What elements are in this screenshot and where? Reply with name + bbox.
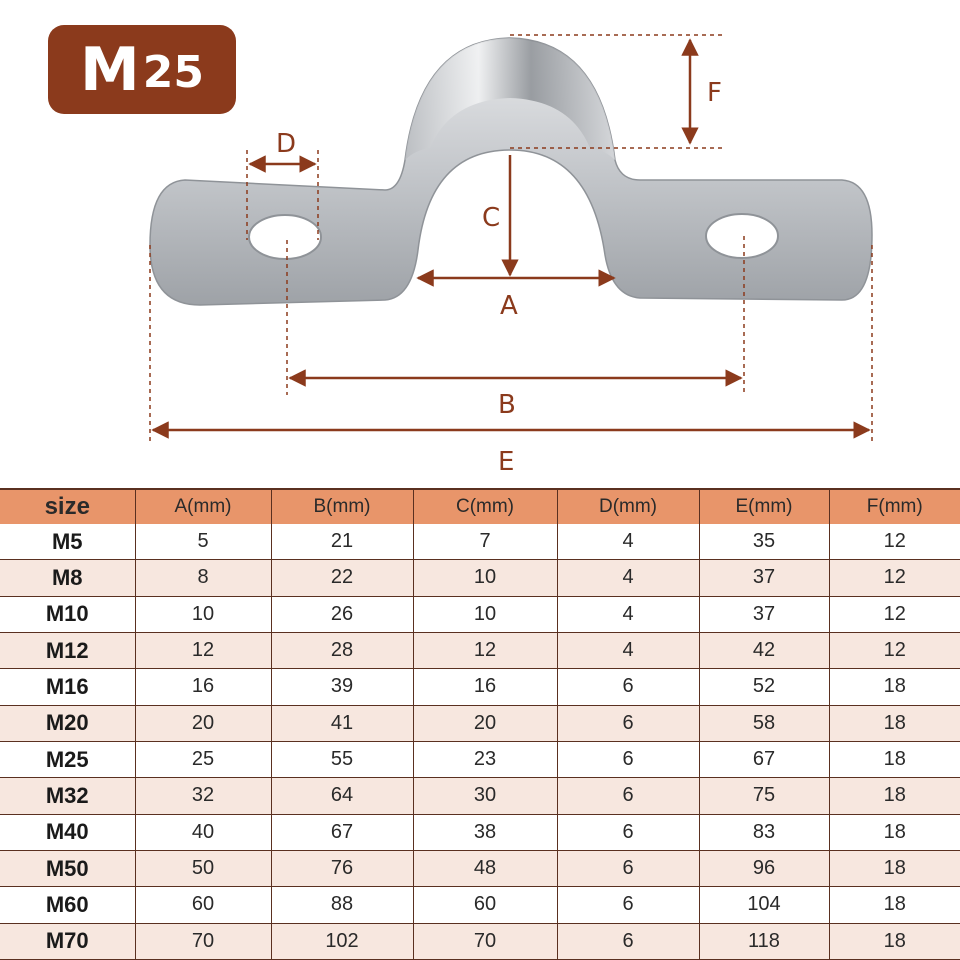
value-cell: 20 — [413, 705, 557, 741]
size-cell: M8 — [0, 560, 135, 596]
value-cell: 42 — [699, 632, 829, 668]
value-cell: 21 — [271, 524, 413, 560]
size-cell: M40 — [0, 814, 135, 850]
value-cell: 5 — [135, 524, 271, 560]
size-cell: M10 — [0, 596, 135, 632]
value-cell: 18 — [829, 741, 960, 777]
value-cell: 18 — [829, 887, 960, 923]
label-c: C — [482, 203, 501, 233]
value-cell: 58 — [699, 705, 829, 741]
value-cell: 26 — [271, 596, 413, 632]
table-row — [0, 596, 960, 632]
value-cell: 12 — [829, 596, 960, 632]
value-cell: 48 — [413, 850, 557, 886]
header-col-2: B(mm) — [271, 489, 413, 524]
clamp-hole-left — [249, 215, 321, 259]
value-cell: 83 — [699, 814, 829, 850]
value-cell: 6 — [557, 814, 699, 850]
value-cell: 30 — [413, 778, 557, 814]
value-cell: 12 — [829, 560, 960, 596]
table-row — [0, 850, 960, 886]
value-cell: 40 — [135, 814, 271, 850]
value-cell: 6 — [557, 923, 699, 959]
value-cell: 10 — [413, 596, 557, 632]
value-cell: 55 — [271, 741, 413, 777]
value-cell: 64 — [271, 778, 413, 814]
value-cell: 102 — [271, 923, 413, 959]
value-cell: 18 — [829, 669, 960, 705]
value-cell: 22 — [271, 560, 413, 596]
size-cell: M12 — [0, 632, 135, 668]
value-cell: 70 — [413, 923, 557, 959]
value-cell: 12 — [135, 632, 271, 668]
value-cell: 16 — [135, 669, 271, 705]
value-cell: 52 — [699, 669, 829, 705]
header-col-6: F(mm) — [829, 489, 960, 524]
table-row — [0, 814, 960, 850]
value-cell: 96 — [699, 850, 829, 886]
value-cell: 37 — [699, 596, 829, 632]
label-d: D — [276, 129, 297, 159]
value-cell: 23 — [413, 741, 557, 777]
value-cell: 7 — [413, 524, 557, 560]
value-cell: 12 — [829, 632, 960, 668]
size-cell: M32 — [0, 778, 135, 814]
value-cell: 70 — [135, 923, 271, 959]
value-cell: 37 — [699, 560, 829, 596]
value-cell: 60 — [135, 887, 271, 923]
value-cell: 6 — [557, 778, 699, 814]
value-cell: 67 — [699, 741, 829, 777]
spec-table — [0, 488, 960, 960]
size-cell: M25 — [0, 741, 135, 777]
size-cell: M5 — [0, 524, 135, 560]
size-cell: M16 — [0, 669, 135, 705]
value-cell: 6 — [557, 850, 699, 886]
value-cell: 76 — [271, 850, 413, 886]
value-cell: 50 — [135, 850, 271, 886]
value-cell: 12 — [829, 524, 960, 560]
value-cell: 4 — [557, 524, 699, 560]
value-cell: 16 — [413, 669, 557, 705]
table-header-row — [0, 489, 960, 524]
value-cell: 75 — [699, 778, 829, 814]
label-f: F — [707, 78, 722, 108]
label-b: B — [498, 390, 516, 420]
size-cell: M70 — [0, 923, 135, 959]
value-cell: 4 — [557, 560, 699, 596]
clamp-hole-right — [706, 214, 778, 258]
value-cell: 6 — [557, 669, 699, 705]
value-cell: 28 — [271, 632, 413, 668]
value-cell: 60 — [413, 887, 557, 923]
value-cell: 118 — [699, 923, 829, 959]
value-cell: 35 — [699, 524, 829, 560]
value-cell: 39 — [271, 669, 413, 705]
size-cell: M20 — [0, 705, 135, 741]
value-cell: 18 — [829, 850, 960, 886]
table-row — [0, 705, 960, 741]
value-cell: 67 — [271, 814, 413, 850]
value-cell: 4 — [557, 596, 699, 632]
value-cell: 41 — [271, 705, 413, 741]
header-col-4: D(mm) — [557, 489, 699, 524]
value-cell: 32 — [135, 778, 271, 814]
table-row — [0, 923, 960, 959]
table-row — [0, 778, 960, 814]
label-e: E — [498, 447, 515, 477]
value-cell: 10 — [413, 560, 557, 596]
value-cell: 88 — [271, 887, 413, 923]
table-row — [0, 741, 960, 777]
value-cell: 18 — [829, 814, 960, 850]
value-cell: 38 — [413, 814, 557, 850]
table-row — [0, 669, 960, 705]
size-cell: M50 — [0, 850, 135, 886]
header-col-1: A(mm) — [135, 489, 271, 524]
table-row — [0, 632, 960, 668]
value-cell: 8 — [135, 560, 271, 596]
header-col-5: E(mm) — [699, 489, 829, 524]
value-cell: 4 — [557, 632, 699, 668]
header-size: size — [0, 489, 135, 524]
value-cell: 25 — [135, 741, 271, 777]
header-col-3: C(mm) — [413, 489, 557, 524]
table-row — [0, 560, 960, 596]
value-cell: 6 — [557, 887, 699, 923]
value-cell: 18 — [829, 778, 960, 814]
value-cell: 20 — [135, 705, 271, 741]
value-cell: 18 — [829, 923, 960, 959]
value-cell: 6 — [557, 741, 699, 777]
label-a: A — [500, 291, 518, 321]
value-cell: 6 — [557, 705, 699, 741]
table-row — [0, 887, 960, 923]
table-row — [0, 524, 960, 560]
size-cell: M60 — [0, 887, 135, 923]
value-cell: 104 — [699, 887, 829, 923]
value-cell: 12 — [413, 632, 557, 668]
badge-number: 25 — [142, 47, 204, 98]
badge-prefix: M — [80, 34, 139, 105]
value-cell: 10 — [135, 596, 271, 632]
value-cell: 18 — [829, 705, 960, 741]
